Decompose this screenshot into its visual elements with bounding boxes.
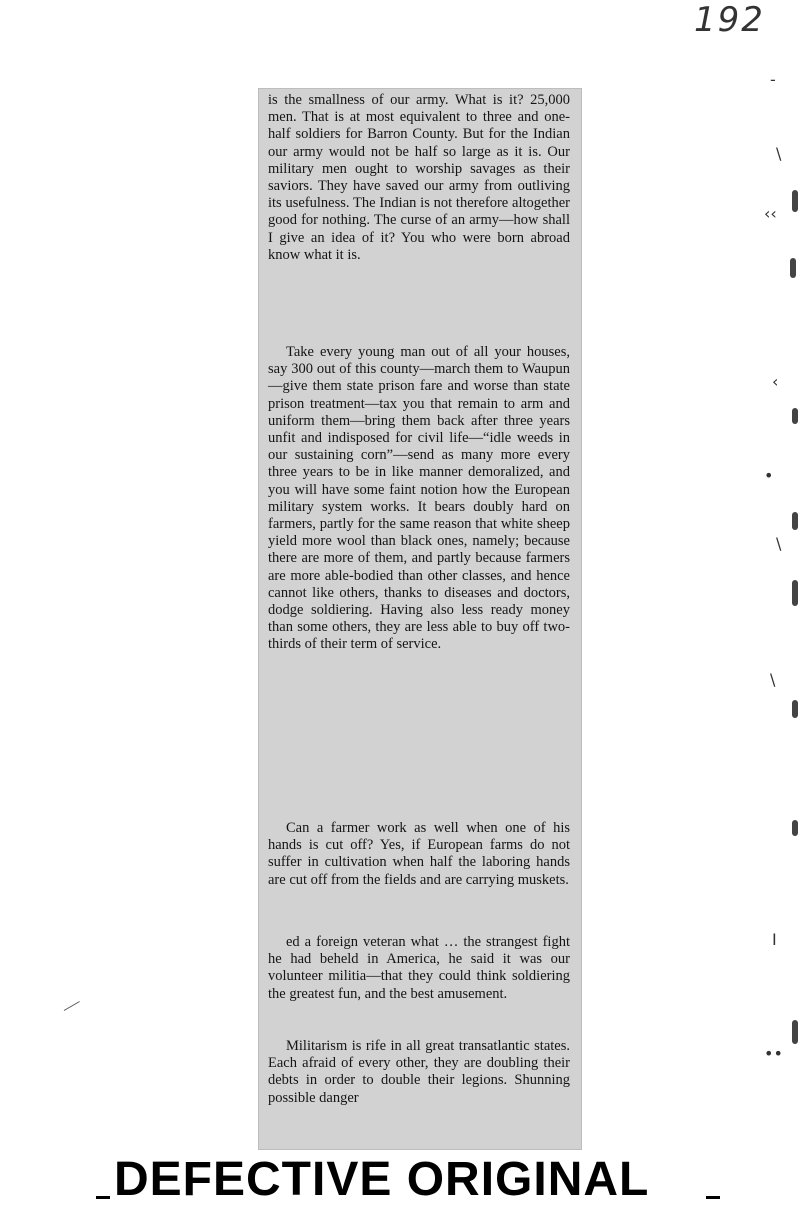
scan-artifact-edge <box>792 580 798 606</box>
banner-rule <box>96 1196 110 1199</box>
scan-artifact-mark: - <box>770 70 776 89</box>
paragraph-text: Take every young man out of all your houses, say 300 out of this county—march them to Waupun—give them state prison fare and worse than state prison treatment—tax you that remain to arm and uniform them—bring them back after three years unfit and indisposed for civil life—“idle weeds in our sustaining corn”—send as many more every three years to be in like manner demoralized, and you will have some faint notion how the European military system works. It bears doubly hard on farmers, partly for the same reason that white sheep yield more wool than black ones, namely; because there are more of them, and partly because farmers are more able-bodied than other classes, and hence cannot like others, thanks to diseases and doctors, dodge soldiering. Having also less ready money than some others, they are less able to buy off two-thirds of their term of service. <box>268 344 570 653</box>
scan-artifact-mark: •• <box>764 1044 783 1063</box>
page-number: 192 <box>694 0 765 40</box>
scan-artifact-edge <box>792 1020 798 1044</box>
scan-artifact-edge <box>792 820 798 836</box>
paragraph-text: is the smallness of our army. What is it? 25,000 men. That is at most equivalent to three and one-half soldiers for Barron County. But for the Indian our army would not be half so large as it is. Our military men ought to worship savages as their saviors. They have saved our army from outliving its usefulness. The Indian is not therefore altogether good for nothing. The curse of an army—how shall I give an idea of it? You who were born abroad know what it is. <box>268 92 570 263</box>
paragraph-text: ed a foreign veteran what … the strangest fight he had beheld in America, he said it was our volunteer militia—that they could think soldiering the greatest fun, and the best amusement. <box>268 934 570 1002</box>
scan-artifact-mark: \ <box>776 534 782 553</box>
scan-artifact-mark: \ <box>770 670 776 689</box>
scan-artifact-mark: • <box>764 466 774 485</box>
paragraph-text: Militarism is rife in all great transatlantic states. Each afraid of every other, they are doubling their debts in order to double their legions. Shunning possible danger <box>268 1038 570 1106</box>
article-paragraph-2 <box>268 344 570 654</box>
scan-artifact-edge <box>790 258 796 278</box>
banner-rule <box>706 1196 720 1199</box>
scan-artifact-mark: ‹‹ <box>764 204 777 223</box>
article-paragraph-5 <box>268 1038 570 1107</box>
scan-artifact-mark: I <box>772 930 777 949</box>
defective-original-label: DEFECTIVE ORIGINAL <box>114 1153 650 1206</box>
article-paragraph-3 <box>268 820 570 889</box>
scan-artifact-mark: \ <box>776 144 782 163</box>
scan-artifact-edge <box>792 408 798 424</box>
scan-artifact-mark: ‹ <box>772 372 779 391</box>
scan-artifact-edge <box>792 512 798 530</box>
article-paragraph-1 <box>268 92 570 264</box>
paragraph-text: Can a farmer work as well when one of his hands is cut off? Yes, if European farms do not suffer in cultivation when half the laboring hands are cut off from the fields and are carrying muskets. <box>268 820 570 888</box>
scan-artifact-edge <box>792 700 798 718</box>
article-paragraph-4 <box>268 934 570 1003</box>
scan-artifact-stroke <box>64 1001 80 1011</box>
scan-artifact-edge <box>792 190 798 212</box>
